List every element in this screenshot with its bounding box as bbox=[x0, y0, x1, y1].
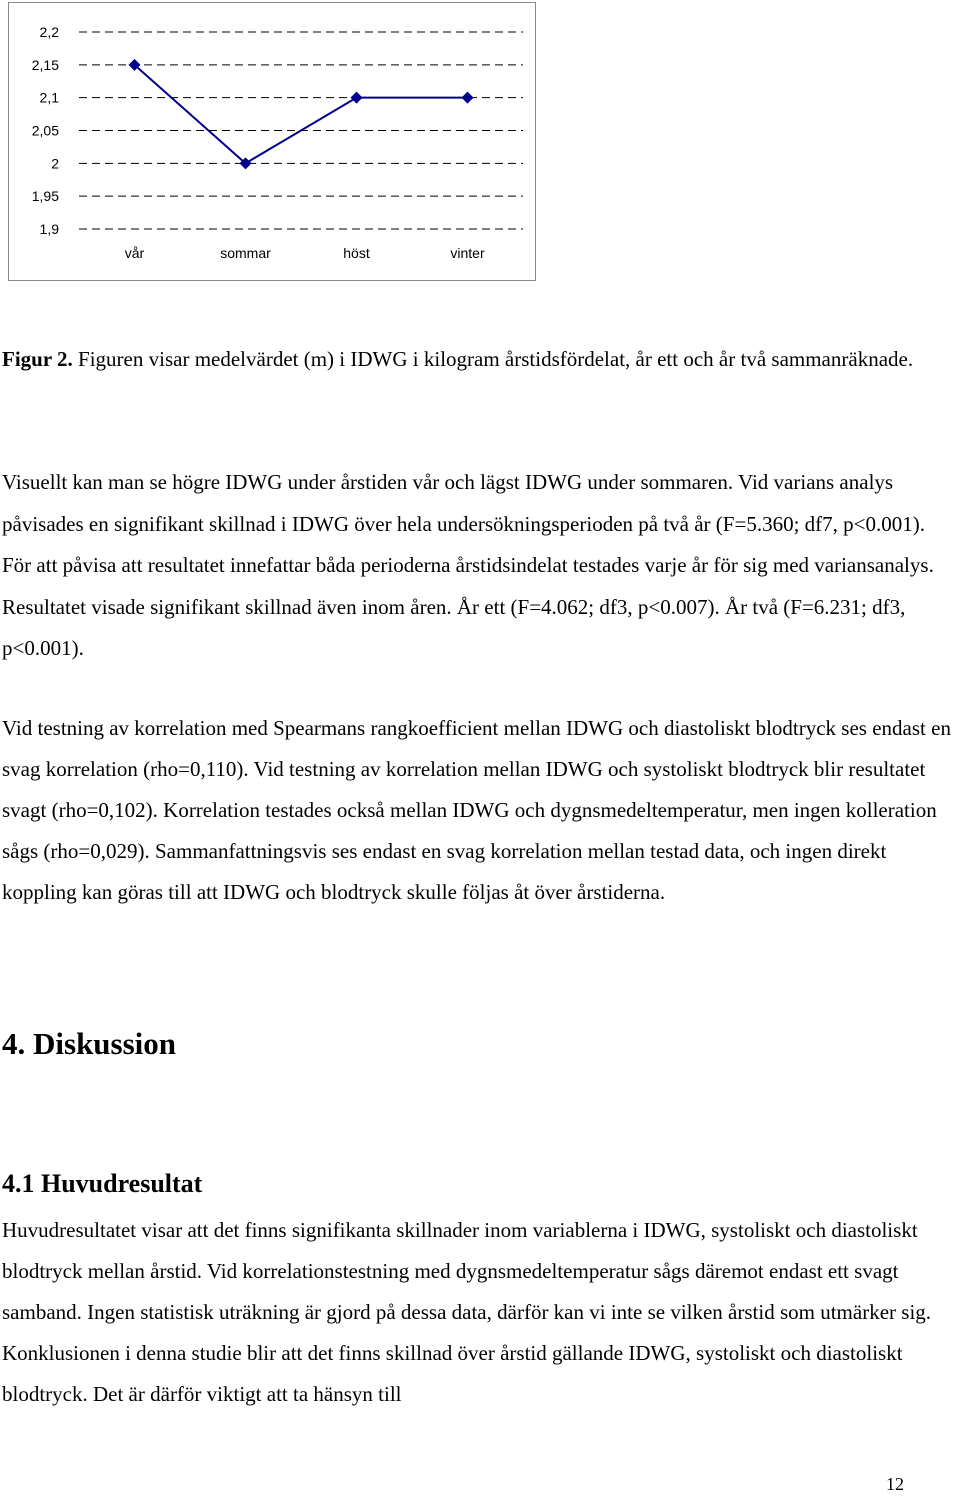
figure-caption-label: Figur 2. bbox=[2, 347, 73, 371]
y-tick-label: 1,95 bbox=[31, 188, 59, 205]
subsection-heading-huvudresultat: 4.1 Huvudresultat bbox=[2, 1169, 203, 1198]
line-chart bbox=[8, 2, 536, 281]
x-category-label: höst bbox=[343, 245, 370, 261]
data-point-marker bbox=[462, 92, 474, 104]
series-line bbox=[135, 65, 468, 164]
y-tick-label: 2,2 bbox=[39, 24, 59, 40]
paragraph-results: Visuellt kan man se högre IDWG under årstiden vår och lägst IDWG under sommaren. Vid varians analys påvisades en signifikant skillnad i IDWG över hela undersökningsperioden på två år (F=5.360; df7, p<0.001). För att påvisa att resultatet innefattar båda perioderna årstidsindelat testades varje år för sig med variansanalys. Resultatet visade signifikant skillnad även inom åren. År ett (F=4.062; df3, p<0.007). År två (F=6.231; df3, p<0.001). bbox=[2, 470, 934, 660]
chart-svg bbox=[9, 3, 537, 282]
y-tick-label: 1,9 bbox=[39, 221, 59, 237]
y-tick-label: 2 bbox=[51, 155, 59, 172]
figure-caption-text: Figuren visar medelvärdet (m) i IDWG i kilogram årstidsfördelat, år ett och år två sammanräknade. bbox=[72, 347, 914, 371]
x-category-label: vinter bbox=[450, 245, 485, 261]
paragraph-main-result: Huvudresultatet visar att det finns signifikanta skillnader inom variablerna i IDWG, systoliskt och diastoliskt blodtryck mellan årstid. Vid korrelationstestning med dygnsmedeltemperatur sågs däremot endast ett svagt samband. Ingen statistisk uträkning är gjord på dessa data, därför kan vi inte se vilken årstid som utmärker sig. Konklusionen i denna studie blir att det finns skillnad över årstid gällande IDWG, systoliskt och diastoliskt blodtryck. Det är därför viktigt att ta hänsyn till bbox=[2, 1218, 932, 1406]
x-category-label: vår bbox=[124, 245, 145, 261]
section-heading-diskussion: 4. Diskussion bbox=[2, 1026, 177, 1061]
data-point-marker bbox=[351, 92, 363, 104]
x-category-label: sommar bbox=[220, 245, 271, 261]
paragraph-correlation: Vid testning av korrelation med Spearmans rangkoefficient mellan IDWG och diastoliskt blodtryck ses endast en svag korrelation (rho=0,110). Vid testning av korrelation mellan IDWG och systoliskt blodtryck blir resultatet svagt (rho=0,102). Korrelation testades också mellan IDWG och dygnsmedeltemperatur, men ingen kolleration sågs (rho=0,029). Sammanfattningsvis ses endast en svag korrelation mellan testad data, och ingen direkt koppling kan göras till att IDWG och blodtryck skulle följas åt över årstiderna. bbox=[2, 716, 951, 904]
y-tick-label: 2,05 bbox=[31, 122, 59, 139]
y-tick-label: 2,1 bbox=[39, 89, 59, 106]
y-tick-label: 2,15 bbox=[31, 56, 59, 73]
figure-caption bbox=[2, 342, 954, 376]
page-number: 12 bbox=[886, 1474, 904, 1494]
